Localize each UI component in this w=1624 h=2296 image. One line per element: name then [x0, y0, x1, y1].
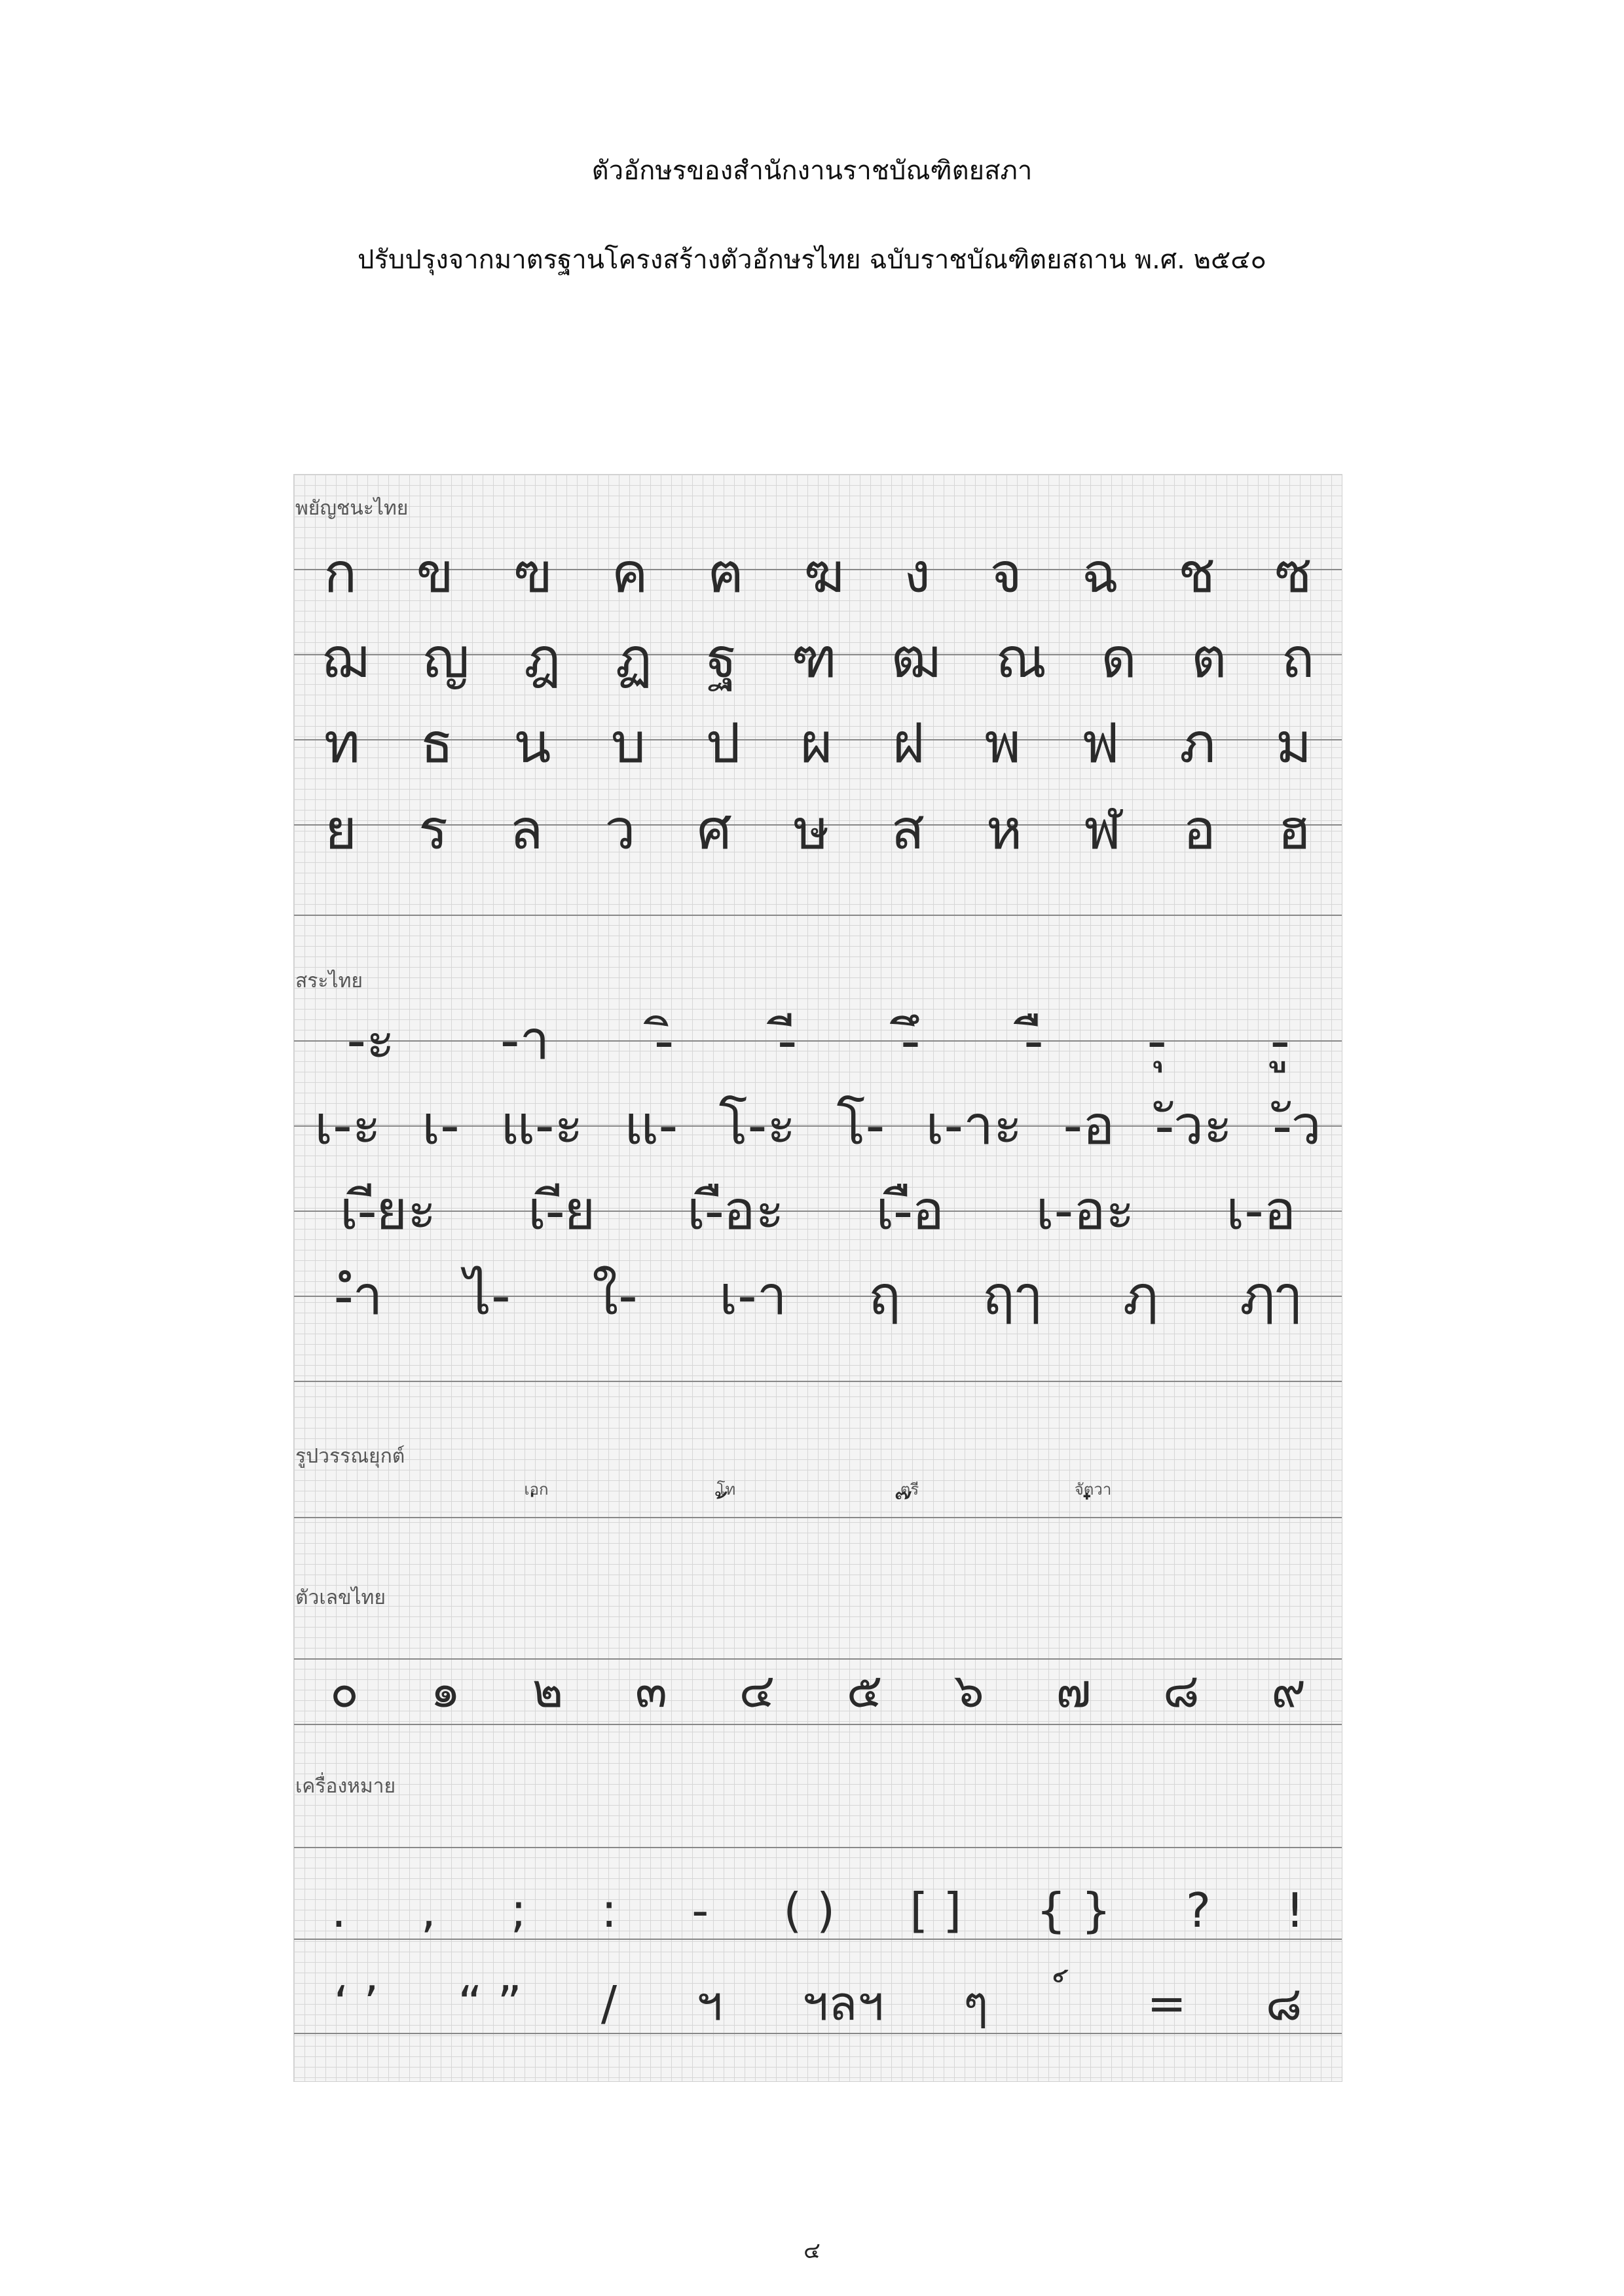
consonant-glyph: ค	[611, 541, 648, 605]
tone-mark	[687, 1476, 766, 1528]
consonant-glyph: อ	[1183, 797, 1216, 862]
vowel-row-4	[294, 1260, 1342, 1332]
section-label-consonants: พยัญชนะไทย	[295, 497, 409, 520]
punctuation-glyph: [ ]	[910, 1883, 962, 1938]
punctuation-row-2	[294, 1974, 1342, 2033]
consonant-glyph: ฅ	[707, 541, 745, 605]
page-subtitle: ปรับปรุงจากมาตรฐานโครงสร้างตัวอักษรไทย ฉบับราชบัณฑิตยสถาน พ.ศ. ๒๕๔๐	[358, 245, 1266, 275]
guide-line	[294, 1724, 1342, 1725]
punctuation-glyph: ฯ	[696, 1976, 723, 2031]
punctuation-glyph: ‘ ’	[333, 1976, 379, 2031]
vowel-glyph: เ-	[422, 1095, 460, 1157]
vowel-glyph: ฦๅ	[1239, 1265, 1301, 1327]
vowel-glyph: -ุ	[1148, 1010, 1166, 1072]
vowel-glyph: โ-	[836, 1095, 885, 1157]
consonant-glyph: ฆ	[803, 541, 845, 605]
consonant-glyph: ฐ	[707, 626, 737, 690]
numeral-glyph: ๐	[329, 1663, 359, 1718]
vowel-glyph: เ-ือะ	[687, 1180, 784, 1242]
numeral-glyph: ๘	[1163, 1663, 1200, 1718]
tone-name: เอก	[524, 1480, 549, 1499]
vowel-glyph: เ-อ	[1226, 1180, 1297, 1242]
consonant-glyph: ส	[891, 797, 925, 862]
vowel-glyph: แ-ะ	[500, 1095, 583, 1157]
vowel-row-3	[294, 1175, 1342, 1247]
vowel-glyph: -ี	[778, 1010, 796, 1072]
tone-glyph	[497, 1502, 576, 1528]
consonant-glyph: ป	[705, 711, 741, 775]
vowel-glyph: -ำ	[335, 1265, 383, 1327]
consonant-glyph: ฮ	[1277, 797, 1312, 862]
consonant-glyph: ษ	[793, 797, 830, 862]
consonant-glyph: จ	[989, 541, 1022, 605]
grid-sheet	[293, 474, 1342, 2082]
guide-line	[294, 1658, 1342, 1660]
consonant-glyph: ฑ	[791, 626, 838, 690]
vowel-glyph: ฤๅ	[982, 1265, 1041, 1327]
consonant-glyph: ศ	[697, 797, 732, 862]
page-number: ๔	[803, 2238, 821, 2264]
numeral-row	[294, 1661, 1342, 1720]
tone-mark	[870, 1476, 949, 1528]
vowel-glyph: แ-	[623, 1095, 678, 1157]
guide-line	[294, 1847, 1342, 1848]
vowel-glyph: เ-ียะ	[339, 1180, 437, 1242]
vowel-glyph: -ิ	[655, 1010, 673, 1072]
consonant-glyph: ข	[416, 541, 454, 605]
consonant-glyph: ถ	[1281, 626, 1315, 690]
consonant-glyph: ฃ	[513, 541, 553, 605]
section-label-punctuation: เครื่องหมาย	[295, 1775, 396, 1798]
punctuation-glyph: ;	[510, 1883, 526, 1938]
vowel-glyph: -ัวะ	[1155, 1095, 1233, 1157]
consonant-glyph: ท	[323, 711, 361, 775]
vowel-glyph: -ะ	[346, 1010, 396, 1072]
guide-line	[294, 915, 1342, 916]
section-label-vowels: สระไทย	[295, 970, 363, 993]
punctuation-glyph: ๘	[1265, 1976, 1302, 2031]
tone-name: โท	[716, 1480, 736, 1499]
vowel-glyph: ไ-	[464, 1265, 511, 1327]
numeral-glyph: ๔	[739, 1663, 775, 1718]
punctuation-glyph: :	[600, 1883, 618, 1938]
tone-mark	[497, 1476, 576, 1528]
punctuation-glyph: “ ”	[458, 1976, 522, 2031]
numeral-glyph: ๒	[532, 1663, 564, 1718]
vowel-row-2	[294, 1090, 1342, 1162]
consonant-glyph: ผ	[800, 711, 833, 775]
consonant-glyph: ภ	[1179, 711, 1216, 775]
vowel-glyph: ใ-	[592, 1265, 638, 1327]
consonant-glyph: ล	[509, 797, 544, 862]
consonant-glyph: ธ	[420, 711, 454, 775]
tone-mark	[1054, 1476, 1132, 1528]
consonant-glyph: ฉ	[1081, 541, 1119, 605]
consonant-glyph: ซ	[1274, 541, 1312, 605]
consonant-glyph: ก	[323, 541, 358, 605]
consonant-row-1	[294, 540, 1342, 606]
tone-marks	[294, 1476, 1342, 1548]
section-label-numerals: ตัวเลขไทย	[295, 1586, 386, 1609]
consonant-glyph: ฟ	[1080, 711, 1120, 775]
page-title: ตัวอักษรของสำนักงานราชบัณฑิตยสภา	[591, 156, 1033, 186]
vowel-glyph: เ-ีย	[527, 1180, 596, 1242]
guide-line	[294, 2033, 1342, 2034]
section-label-tones: รูปวรรณยุกต์	[295, 1445, 405, 1468]
vowel-glyph: -ัว	[1273, 1095, 1321, 1157]
punctuation-glyph: -	[692, 1883, 709, 1938]
punctuation-glyph: /	[600, 1976, 618, 2031]
consonant-glyph: ช	[1178, 541, 1216, 605]
numeral-glyph: ๑	[430, 1663, 461, 1718]
guide-line	[294, 1381, 1342, 1382]
punctuation-glyph: ,	[420, 1883, 436, 1938]
vowel-glyph: -ู	[1271, 1010, 1289, 1072]
consonant-glyph: ฒ	[891, 626, 942, 690]
punctuation-glyph: ?	[1185, 1883, 1211, 1938]
vowel-row-1	[294, 1005, 1342, 1077]
vowel-glyph: โ-ะ	[718, 1095, 796, 1157]
consonant-glyph: ฏ	[615, 626, 652, 690]
punctuation-glyph: ฯลฯ	[802, 1976, 884, 2031]
consonant-glyph: ห	[986, 797, 1023, 862]
vowel-glyph: ฦ	[1122, 1265, 1158, 1327]
consonant-glyph: ด	[1101, 626, 1137, 690]
vowel-glyph: -า	[500, 1010, 550, 1072]
tone-name: ตรี	[900, 1480, 919, 1499]
punctuation-glyph: !	[1285, 1883, 1304, 1938]
consonant-row-3	[294, 710, 1342, 776]
consonant-glyph: ฎ	[524, 626, 561, 690]
numeral-glyph: ๓	[635, 1663, 668, 1718]
tone-glyph	[870, 1502, 949, 1528]
vowel-glyph: เ-อะ	[1035, 1180, 1135, 1242]
tone-glyph	[1054, 1502, 1132, 1528]
consonant-glyph: ม	[1275, 711, 1312, 775]
consonant-row-2	[294, 625, 1342, 691]
numeral-glyph: ๖	[954, 1663, 984, 1718]
vowel-glyph: เ-า	[719, 1265, 787, 1327]
consonant-glyph: ฌ	[321, 626, 369, 690]
consonant-glyph: ณ	[995, 626, 1047, 690]
tone-glyph	[687, 1502, 766, 1528]
vowel-glyph: เ-าะ	[925, 1095, 1023, 1157]
consonant-glyph: ญ	[422, 626, 470, 690]
consonant-glyph: ฬ	[1084, 797, 1122, 862]
vowel-glyph: -ึ	[901, 1010, 920, 1072]
vowel-glyph: เ-ือ	[876, 1180, 944, 1242]
tone-name: จัตวา	[1074, 1480, 1112, 1499]
punctuation-glyph: ๆ	[963, 1976, 989, 2031]
consonant-row-4	[294, 797, 1342, 862]
consonant-glyph: ย	[324, 797, 358, 862]
vowel-glyph: -ื	[1024, 1010, 1043, 1072]
vowel-glyph: -อ	[1063, 1095, 1115, 1157]
consonant-glyph: พ	[984, 711, 1021, 775]
consonant-glyph: ร	[418, 797, 449, 862]
consonant-glyph: บ	[610, 711, 646, 775]
numeral-glyph: ๕	[846, 1663, 883, 1718]
vowel-glyph: เ-ะ	[314, 1095, 381, 1157]
vowel-glyph: ฤ	[868, 1265, 901, 1327]
punctuation-glyph: ( )	[783, 1883, 836, 1938]
consonant-glyph: ง	[903, 541, 931, 605]
numeral-glyph: ๗	[1056, 1663, 1092, 1718]
punctuation-glyph: .	[331, 1883, 346, 1938]
consonant-glyph: ฝ	[892, 711, 925, 775]
punctuation-glyph: =	[1147, 1976, 1187, 2031]
numeral-glyph: ๙	[1271, 1663, 1306, 1718]
punctuation-glyph: { }	[1036, 1883, 1111, 1938]
consonant-glyph: น	[513, 711, 551, 775]
punctuation-row-1	[294, 1881, 1342, 1940]
consonant-glyph: ว	[604, 797, 636, 862]
consonant-glyph: ต	[1190, 626, 1227, 690]
